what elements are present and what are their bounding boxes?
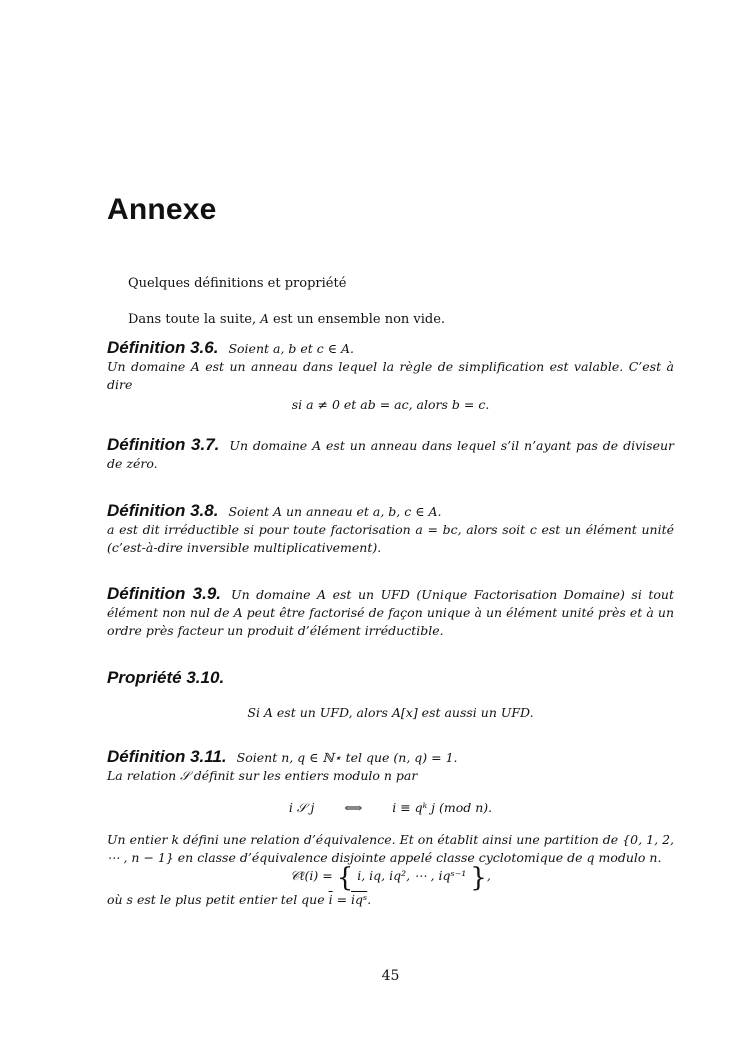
definition-line: Soient A un anneau et a, b, c ∈ A. [228, 504, 442, 519]
definition-formula: si a ≠ 0 et ab = ac, alors b = c. [291, 397, 490, 412]
page-number: 45 [381, 968, 400, 984]
definition-paragraph: Un entier k défini une relation d’équivalence. Et on établit ainsi une partition de {0, 1, 2, ⋯ , n − 1} en classe d’équivalence disjointe appelé classe cyclotomique de q modulo n. [107, 832, 674, 865]
intro-line-1: Quelques définitions et propriété [128, 276, 347, 291]
definition-line: Soient a, b et c ∈ A. [228, 341, 354, 356]
definition-3-11 [107, 748, 674, 909]
definition-text: a est dit irréductible si pour toute factorisation a = bc, alors soit c est un élément unité (c’est-à-dire inversible multiplicativement). [107, 522, 674, 555]
definition-3-7 [107, 436, 674, 473]
definition-heading: Définition 3.11. [107, 747, 227, 766]
definition-text: Un domaine A est un UFD (Unique Factorisation Domaine) si tout élément non nul de A peut être factorisé de façon unique à un élément unité près et à un ordre près facteur un produit d’élément irréductible. [107, 587, 674, 638]
page [107, 0, 674, 1053]
intro-line-2: Dans toute la suite, A est un ensemble non vide. [128, 312, 446, 327]
definition-line: La relation 𝒮 définit sur les entiers modulo n par [107, 768, 418, 783]
definition-heading: Définition 3.7. [107, 435, 220, 454]
definition-3-6 [107, 339, 674, 414]
definition-text: Un domaine A est un anneau dans lequel s’il n’ayant pas de diviseur de zéro. [107, 438, 674, 471]
property-statement: Si A est un UFD, alors A[x] est aussi un UFD. [247, 705, 534, 720]
definition-last-line: où s est le plus petit entier tel que $\overline{i} = \overline{iqˢ}$. [107, 892, 372, 907]
class-formula: 𝒞ℓ(i) = { i, iq, iq², ⋯ , iqˢ⁻¹ }, [290, 863, 491, 893]
definition-line: Soient n, q ∈ ℕ⋆ tel que (n, q) = 1. [236, 750, 458, 765]
definition-text: Un domaine A est un anneau dans lequel la règle de simplification est valable. C’est à dire [107, 359, 674, 392]
definition-3-9 [107, 585, 674, 640]
relation-formula: i 𝒮 j ⟺ i ≡ qᵏ j (mod n). [288, 800, 493, 815]
chapter-title: Annexe [107, 193, 217, 226]
property-heading: Propriété 3.10. [107, 668, 225, 687]
definition-heading: Définition 3.8. [107, 501, 219, 520]
definition-3-8 [107, 502, 674, 557]
definition-heading: Définition 3.9. [107, 584, 222, 603]
property-3-10 [107, 669, 674, 722]
definition-heading: Définition 3.6. [107, 338, 219, 357]
